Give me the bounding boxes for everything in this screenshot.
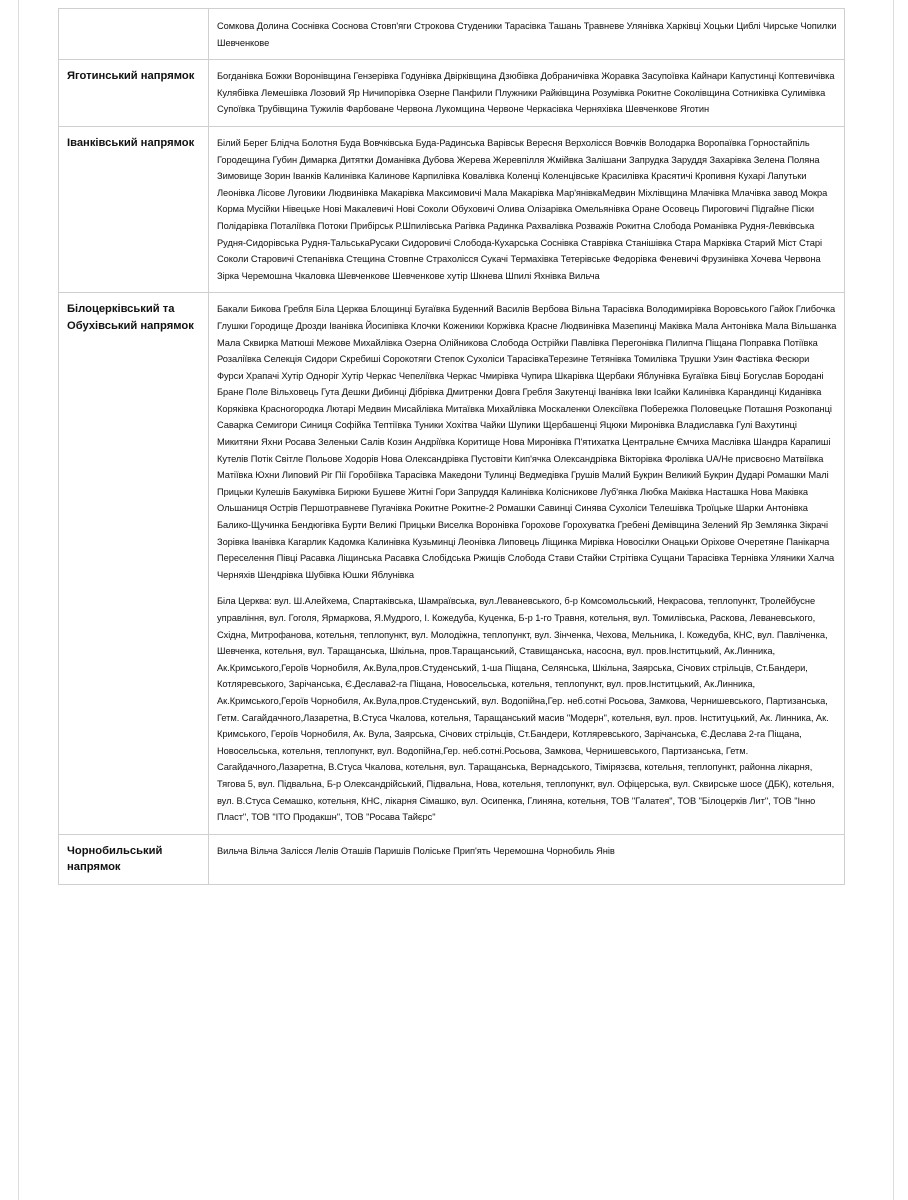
settlements-cell [209, 834, 845, 884]
settlements-cell [209, 293, 845, 834]
outage-schedule-table [58, 8, 845, 885]
direction-cell: Чорнобильський напрямок [59, 834, 209, 884]
table-row [59, 60, 845, 127]
streets-list: Біла Церква: вул. Ш.Алейхема, Спартаківська, Шамраївська, вул.Леваневського, б-р Комсомольський, Некрасова, теплопункт, Тролейбусне управління, вул. Гоголя, Ярмаркова, Я.Мудрого, І. Кожедуба, Куценка, Б-р 1-го Травня, котельня, вул. Томилівська, Раскова, Леваневського, Східна, Митрофанова, котельня, теплопункт, вул. Молодіжна, теплопункт, вул. Зінченка, Чехова, Мельника, І. Кожедуба, КНС, вул. Павліченка, Шевченка, котельня, вул. Таращанська, Шкільна, пров.Таращанський, Ставищанська, насосна, вул. пров.Інститцький, Ак.Линника, Ак.Кримського,Героїв Чорнобиля, Ак.Вула,пров.Студенський, 1-ша Піщана, Селянська, Шкільна, Заярська, Січових стрільців, Ст.Бандери, Котляревського, Зарічанська, Є.Деслава2-га Піщана, Новосельська, котельня, теплопункт, вул. пров.Інститцький, Ак.Линника, Ак.Кримського,Героїв Чорнобиля, Ак.Вула,пров.Студенський, вул. Водопійна,Гер. неб.сотні Росьова, Замкова, Чернишевського, Партизанська, Гетм. Сагайдачного,Лазаретна, В.Стуса Чкалова, котельня, Таращанський масив "Модерн", котельня, вул. пров. Інституцький, Ак. Линника, Ак. Кримського, Героїв Чорнобиля, Ак. Вула, Заярська, Січових стрільців, Ст.Бандери, Котляревського, Зарічанська, Є.Деслава 2-га Піщана, Новосельська, котельня, теплопункт, вул. Водопійна,Гер. неб.сотні.Росьова, Замкова, Чернишевського, Партизанська, Гетм. Сагайдачного,Лазаретна, В.Стуса Чкалова, котельня, вул. Таращанська, Вернадського, Тімірязєва, котельня, теплопункт, районна лікарня, Тягова 5, вул. Підвальна, Б-р Олександрійський, Підвальна, Нова, котельня, теплопункт, вул. Офіцерська, вул. Сквирське шосе (ДБК), котельня, вул. В.Стуса Семашко, котельня, КНС, лікарня Сімашко, вул. Осипенка, Глиняна, котельня, ТОВ "Галатея", ТОВ "Білоцерків Лит", ТОВ "Інно Пласт", ТОВ "ІТО Продакшн", ТОВ "Росава Тайєрс" [217, 596, 835, 823]
settlements-list: Білий Берег Блідча Болотня Буда Вовчківська Буда-Радинська Варівськ Вересня Верхолісся Вовчків Володарка Воропаївка Горностайпіль Городещина Губин Димарка Дитятки Доманівка Дубова Жерева Жеревпілля Жмійвка Залішани Запрудка Заруддя Захарівка Зелена Поляна Зимовище Зорин Іванків Калинівка Калинове Карпилівка Ковалівка Коленці Коленцівське Красилівка Красятичі Кропивня Кухарі Лапутьки Леонівка Лісове Луговики Людвинівка Макарівка Максимовичі Мала Макарівка Мар'янівкаМедвин Міхлівщина Млачівка Млачівка завод Мокра Корма Мусійки Нівецьке Нові Макалевичі Нові Соколи Обуховичі Олива Олізарівка Омельянівка Оране Осовець Пироговичі Підгайне Піски Полідарівка Поталіївка Потоки Прибірськ Р.Шпилівська Рагівка Радинка Рахвалівка Розважів Рокитна Слобода Романівка Рудня-Левківська Рудня-Сидорівська Рудня-ТальськаРусаки Сидоровичі Слобода-Кухарська Соснівка Ставрівка Станішівка Стара Марківка Старий Міст Старі Соколи Старовичі Степанівка Стещина Стовпне Страхолісся Сукачі Термахівка Тетерівське Федорівка Феневичі Фрузинівка Хочева Червона Зірка Черемошна Чкаловка Шевченкове Шевченкове хутір Шкнева Шпилі Яхнівка Вильча [217, 137, 828, 281]
direction-cell: Іванківський напрямок [59, 126, 209, 292]
settlements-list: Вильча Вільча Залісся Лелів Оташів Паришів Поліське Прип'ять Черемошна Чорнобиль Янів [217, 845, 615, 856]
page-edge-left [18, 0, 19, 1200]
settlements-list: Богданівка Божки Воронівщина Гензерівка Годунівка Двірківщина Дзюбівка Добраничівка Жоравка Засупоївка Кайнари Капустинці Коптевичівка Кулябівка Лемешівка Лозовий Яр Ничипорівка Озерне Панфили Плужники Райківщина Розумівка Рокитне Соколівщина Сотниківка Сулимівка Супоївка Трубівщина Тужилів Фарбоване Червона Лукомщина Червоне Черкасівка Черняхівка Шевченкове Яготин [217, 71, 835, 115]
table-row [59, 293, 845, 834]
table-row [59, 834, 845, 884]
table-row [59, 9, 845, 60]
settlements-list: Сомкова Долина Соснівка Соснова Стовп'яги Строкова Студеники Тарасівка Ташань Травневе Улянівка Харківці Хоцьки Циблі Чирське Чопилки Шевченкове [217, 21, 837, 48]
direction-cell [59, 9, 209, 60]
settlements-cell [209, 9, 845, 60]
settlements-cell [209, 126, 845, 292]
page-edge-right [893, 0, 894, 1200]
settlements-cell [209, 60, 845, 127]
direction-cell: Яготинський напрямок [59, 60, 209, 127]
direction-cell: Білоцерківський та Обухівський напрямок [59, 293, 209, 834]
settlements-list: Бакали Бикова Гребля Біла Церква Блощинці Бугаївка Буденний Василів Вербова Вільна Тарасівка Володимирівка Воровського Гайок Глибочка Глушки Городище Дрозди Іванівка Йосипівка Клочки Коженики Коржівка Красне Людвинівка Мазепинці Маківка Мала Антонівка Мала Вільшанка Мала Сквирка Матюші Межове Михайлівка Озерна Олійникова Слобода Острійки Павлівка Перегонівка Пилипча Піщана Поправка Потіївка Розаліївка Селекція Сидори Скребиші Сорокотяги Степок Сухоліси ТарасівкаТерезине Тетянівка Томилівка Трушки Узин Фастівка Фесюри Фурси Храпачі Хутір Одноріг Хутір Черкас Чепеліївка Черкас Чмирівка Чупира Шкарівка Щербаки Яблунівка Бугаївка Бівці Богуслав Бородані Бране Поле Вільховець Гута Дешки Дибинці Дібрівка Дмитренки Довга Гребля Закутенці Іванівка Івки Ісайки Калинівка Карандинці Киданівка Коряківка Красногородка Лютарі Медвин Мисайлівка Митаївка Михайлівка Москаленки Олексіївка Побережка Половецьке Поташня Розкопанці Саварка Семигори Синиця Софійка Тептіївка Туники Хохітва Чайки Шупики Щербашенці Яцюки Миронівка Владиславка Гулі Вахутинці Микитяни Яхни Росава Зеленьки Салів Козин Андріївка Коритище Нова Миронівка П'ятихатка Центральне Ємчиха Маслівка Шандра Карапиші Кутелів Потік Світле Польове Ходорів Нова Олександрівка Пустовіти Кип'ячка Олександрівка Вікторівка Фролівка UA/Не присвоєно Матвіївка Матіївка Юхни Липовий Ріг Пії Горобіївка Тарасівка Македони Тулинці Ведмедівка Грушів Малий Букрин Великий Букрин Дударі Ромашки Малі Прицьки Кулешів Бакумівка Бирюки Бушеве Житні Гори Запруддя Калинівка Колісникове Луб'янка Любка Маківка Насташка Нова Маківка Ольшаниця Острів Першотравневе Пугачівка Рокитне Рокитне-2 Ромашки Савинці Синява Сухоліси Телешівка Троїцьке Шарки Антонівка Балико-Щучинка Бендюгівка Бурти Великі Прицьки Виселка Воронівка Горохове Горохуватка Гребені Демівщина Зелений Яр Землянка Зікрачі Зорівка Іванівка Кагарлик Кадомка Калинівка Кузьминці Леонівка Липовець Ліщинка Мирівка Новосілки Онацьки Оріхове Очеретяне Панікарча Переселення Півці Расавка Ліщинська Расавка Слобідська Ржищів Слобода Стави Стайки Стрітівка Сущани Тарасівка Тернівка Уляники Халча Черняхів Шендрівка Шубівка Юшки Яблунівка [217, 304, 837, 580]
table-row [59, 126, 845, 292]
